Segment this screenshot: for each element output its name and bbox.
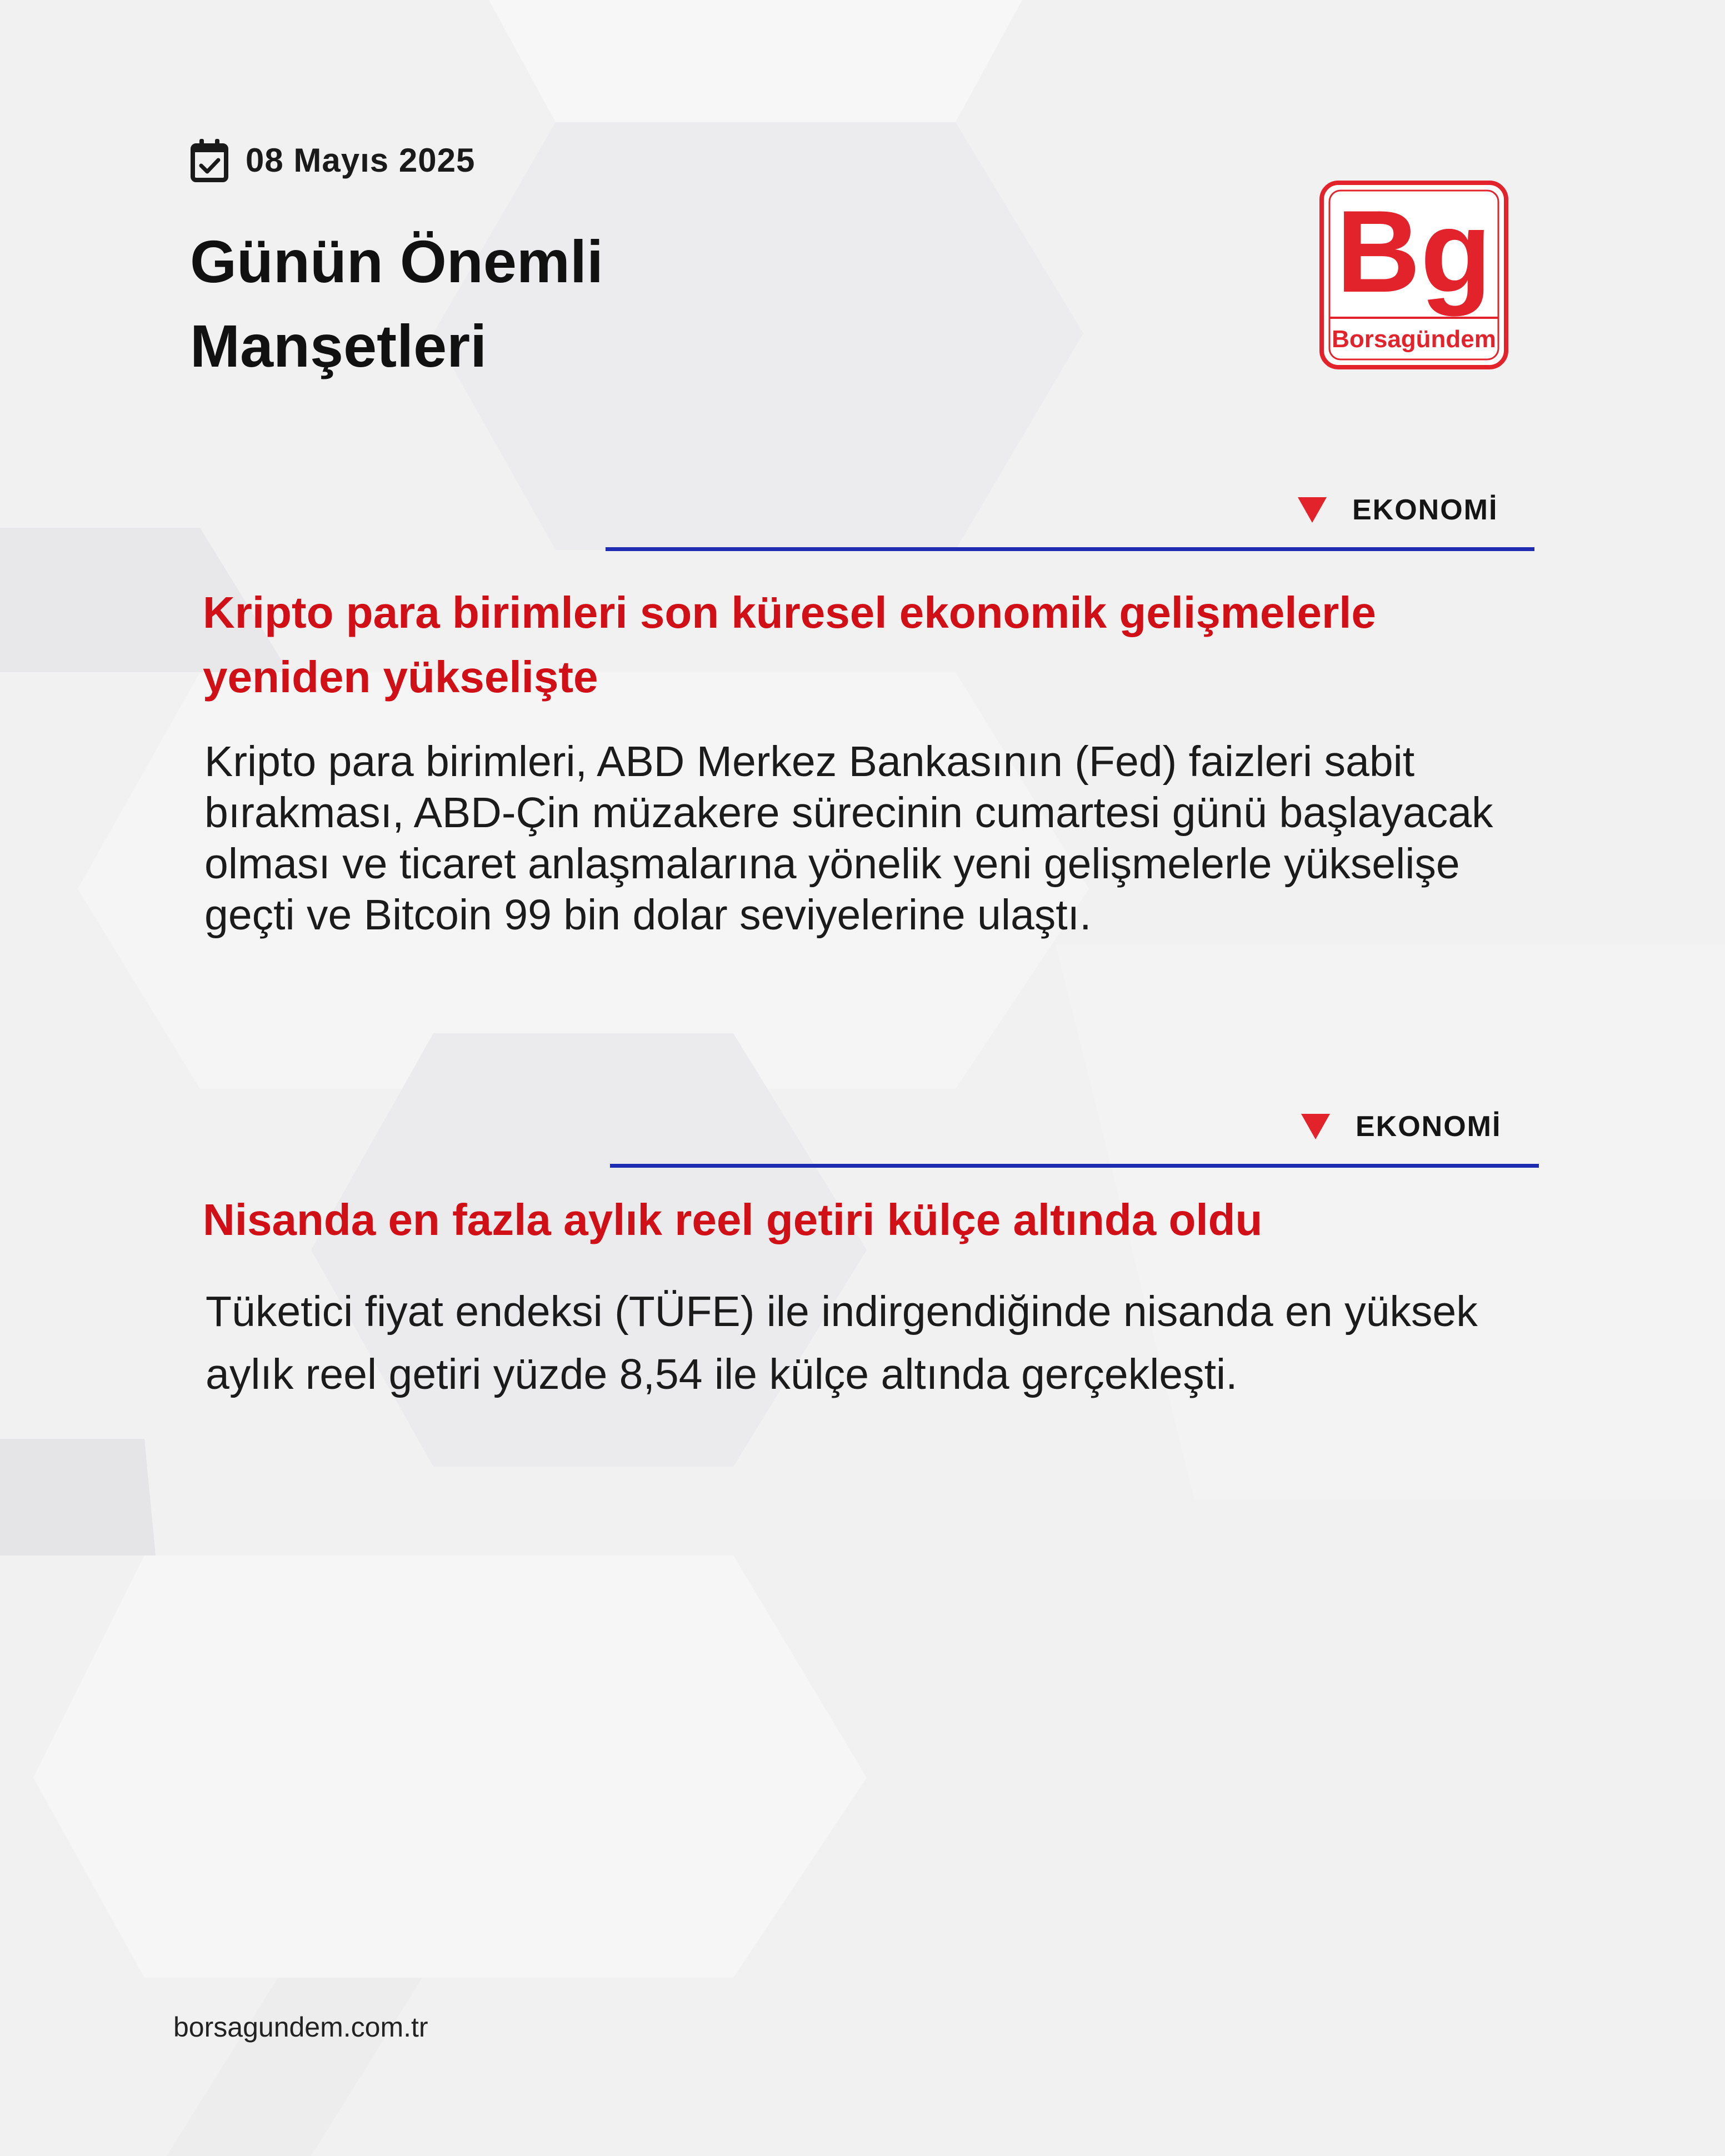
website-footer[interactable]: borsagundem.com.tr [173, 2012, 428, 2043]
divider-line [610, 1164, 1539, 1168]
borsagundem-logo [1319, 181, 1508, 369]
calendar-check-icon [190, 138, 229, 182]
divider-line [606, 547, 1534, 551]
category-tag [1301, 1110, 1501, 1143]
article-headline[interactable]: Nisanda en fazla aylık reel getiri külçe altında oldu [203, 1195, 1263, 1244]
article-body: Kripto para birimleri, ABD Merkez Bankasının (Fed) faizleri sabit bırakması, ABD-Çin müzakere sürecinin cumartesi günü başlayacak olması ve ticaret anlaşmalarına yönelik yeni gelişmelerle yükselişe geçti ve Bitcoin 99 bin dolar seviyelerine ulaştı. [204, 738, 1493, 939]
triangle-down-icon [1301, 1114, 1330, 1139]
article-body: Tüketici fiyat endeksi (TÜFE) ile indirgendiğinde nisanda en yüksek aylık reel getiri yüzde 8,54 ile külçe altında gerçekleşti. [206, 1288, 1478, 1398]
date-row [190, 138, 475, 182]
category-label: EKONOMİ [1356, 1110, 1502, 1143]
category-tag [1298, 493, 1498, 527]
category-label: EKONOMİ [1352, 494, 1498, 526]
triangle-down-icon [1298, 497, 1327, 523]
page-title: Günün Önemli Manşetleri [190, 228, 603, 379]
svg-text:Borsagündem: Borsagündem [1332, 326, 1496, 353]
date-text: 08 Mayıs 2025 [246, 141, 476, 179]
svg-text:Bg: Bg [1336, 186, 1492, 317]
article-headline[interactable]: Kripto para birimleri son küresel ekonomik gelişmelerle yeniden yükselişte [203, 588, 1376, 702]
